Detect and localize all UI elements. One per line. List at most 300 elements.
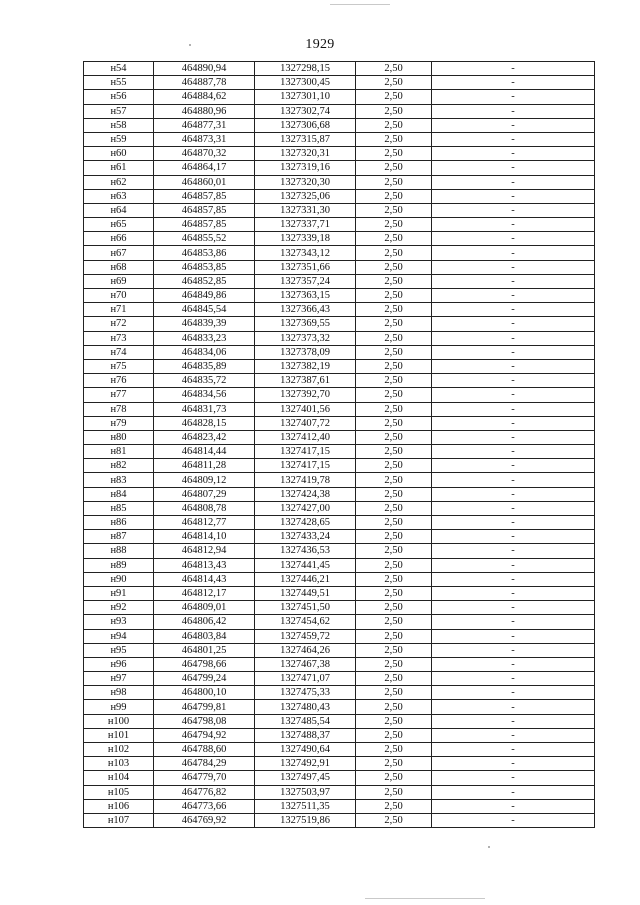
note-cell: - [432,657,595,671]
accuracy-cell: 2,50 [356,757,432,771]
table-row [84,686,595,700]
note-cell: - [432,445,595,459]
point-name-cell: н90 [84,572,154,586]
note-cell: - [432,331,595,345]
y-coordinate-cell: 1327392,70 [255,388,356,402]
accuracy-cell: 2,50 [356,62,432,76]
y-coordinate-cell: 1327459,72 [255,629,356,643]
point-name-cell: н83 [84,473,154,487]
point-name-cell: н60 [84,147,154,161]
accuracy-cell: 2,50 [356,416,432,430]
point-name-cell: н107 [84,813,154,827]
accuracy-cell: 2,50 [356,572,432,586]
table-row [84,402,595,416]
table-row [84,728,595,742]
y-coordinate-cell: 1327449,51 [255,586,356,600]
table-row [84,615,595,629]
accuracy-cell: 2,50 [356,260,432,274]
table-row [84,700,595,714]
y-coordinate-cell: 1327412,40 [255,430,356,444]
point-name-cell: н69 [84,274,154,288]
point-name-cell: н64 [84,203,154,217]
y-coordinate-cell: 1327363,15 [255,289,356,303]
x-coordinate-cell: 464812,77 [154,516,255,530]
y-coordinate-cell: 1327427,00 [255,501,356,515]
x-coordinate-cell: 464799,24 [154,672,255,686]
y-coordinate-cell: 1327475,33 [255,686,356,700]
accuracy-cell: 2,50 [356,714,432,728]
table-row [84,743,595,757]
accuracy-cell: 2,50 [356,132,432,146]
point-name-cell: н95 [84,643,154,657]
x-coordinate-cell: 464814,44 [154,445,255,459]
point-name-cell: н100 [84,714,154,728]
accuracy-cell: 2,50 [356,459,432,473]
accuracy-cell: 2,50 [356,118,432,132]
table-row [84,175,595,189]
x-coordinate-cell: 464806,42 [154,615,255,629]
point-name-cell: н97 [84,672,154,686]
accuracy-cell: 2,50 [356,402,432,416]
table-row [84,785,595,799]
accuracy-cell: 2,50 [356,771,432,785]
x-coordinate-cell: 464834,06 [154,345,255,359]
x-coordinate-cell: 464860,01 [154,175,255,189]
x-coordinate-cell: 464811,28 [154,459,255,473]
table-row [84,274,595,288]
table-row [84,232,595,246]
y-coordinate-cell: 1327488,37 [255,728,356,742]
point-name-cell: н102 [84,743,154,757]
point-name-cell: н75 [84,359,154,373]
accuracy-cell: 2,50 [356,615,432,629]
accuracy-cell: 2,50 [356,246,432,260]
y-coordinate-cell: 1327511,35 [255,799,356,813]
accuracy-cell: 2,50 [356,501,432,515]
y-coordinate-cell: 1327467,38 [255,657,356,671]
x-coordinate-cell: 464812,94 [154,544,255,558]
scan-edge-line-top [330,4,390,5]
accuracy-cell: 2,50 [356,813,432,827]
table-row [84,161,595,175]
note-cell: - [432,62,595,76]
note-cell: - [432,147,595,161]
x-coordinate-cell: 464808,78 [154,501,255,515]
x-coordinate-cell: 464807,29 [154,487,255,501]
x-coordinate-cell: 464823,42 [154,430,255,444]
note-cell: - [432,359,595,373]
x-coordinate-cell: 464814,43 [154,572,255,586]
point-name-cell: н79 [84,416,154,430]
accuracy-cell: 2,50 [356,530,432,544]
y-coordinate-cell: 1327407,72 [255,416,356,430]
table-row [84,459,595,473]
table-row [84,104,595,118]
table-row [84,90,595,104]
table-row [84,189,595,203]
x-coordinate-cell: 464788,60 [154,743,255,757]
y-coordinate-cell: 1327503,97 [255,785,356,799]
x-coordinate-cell: 464776,82 [154,785,255,799]
y-coordinate-cell: 1327351,66 [255,260,356,274]
point-name-cell: н58 [84,118,154,132]
point-name-cell: н61 [84,161,154,175]
accuracy-cell: 2,50 [356,586,432,600]
x-coordinate-cell: 464864,17 [154,161,255,175]
accuracy-cell: 2,50 [356,359,432,373]
table-row [84,757,595,771]
x-coordinate-cell: 464887,78 [154,76,255,90]
point-name-cell: н86 [84,516,154,530]
note-cell: - [432,161,595,175]
y-coordinate-cell: 1327337,71 [255,218,356,232]
accuracy-cell: 2,50 [356,785,432,799]
point-name-cell: н99 [84,700,154,714]
accuracy-cell: 2,50 [356,388,432,402]
x-coordinate-cell: 464833,23 [154,331,255,345]
point-name-cell: н72 [84,317,154,331]
x-coordinate-cell: 464798,08 [154,714,255,728]
x-coordinate-cell: 464880,96 [154,104,255,118]
point-name-cell: н77 [84,388,154,402]
note-cell: - [432,289,595,303]
accuracy-cell: 2,50 [356,473,432,487]
scan-speck [488,846,490,848]
table-row [84,132,595,146]
point-name-cell: н96 [84,657,154,671]
table-row [84,359,595,373]
point-name-cell: н87 [84,530,154,544]
note-cell: - [432,118,595,132]
y-coordinate-cell: 1327320,31 [255,147,356,161]
point-name-cell: н76 [84,374,154,388]
accuracy-cell: 2,50 [356,601,432,615]
y-coordinate-cell: 1327315,87 [255,132,356,146]
table-row [84,813,595,827]
accuracy-cell: 2,50 [356,104,432,118]
note-cell: - [432,430,595,444]
point-name-cell: н66 [84,232,154,246]
x-coordinate-cell: 464809,01 [154,601,255,615]
y-coordinate-cell: 1327492,91 [255,757,356,771]
y-coordinate-cell: 1327378,09 [255,345,356,359]
note-cell: - [432,416,595,430]
accuracy-cell: 2,50 [356,728,432,742]
note-cell: - [432,501,595,515]
accuracy-cell: 2,50 [356,445,432,459]
accuracy-cell: 2,50 [356,175,432,189]
note-cell: - [432,317,595,331]
x-coordinate-cell: 464814,10 [154,530,255,544]
x-coordinate-cell: 464784,29 [154,757,255,771]
table-row [84,601,595,615]
point-name-cell: н103 [84,757,154,771]
table-row [84,260,595,274]
table-row [84,445,595,459]
y-coordinate-cell: 1327433,24 [255,530,356,544]
y-coordinate-cell: 1327441,45 [255,558,356,572]
table-row [84,771,595,785]
table-row [84,203,595,217]
y-coordinate-cell: 1327298,15 [255,62,356,76]
accuracy-cell: 2,50 [356,147,432,161]
note-cell: - [432,388,595,402]
accuracy-cell: 2,50 [356,331,432,345]
x-coordinate-cell: 464799,81 [154,700,255,714]
x-coordinate-cell: 464845,54 [154,303,255,317]
note-cell: - [432,558,595,572]
table-row [84,317,595,331]
y-coordinate-cell: 1327373,32 [255,331,356,345]
note-cell: - [432,402,595,416]
note-cell: - [432,232,595,246]
table-row [84,487,595,501]
note-cell: - [432,799,595,813]
note-cell: - [432,374,595,388]
y-coordinate-cell: 1327300,45 [255,76,356,90]
table-row [84,516,595,530]
coordinates-table [83,61,595,828]
y-coordinate-cell: 1327339,18 [255,232,356,246]
accuracy-cell: 2,50 [356,374,432,388]
table-row [84,345,595,359]
y-coordinate-cell: 1327401,56 [255,402,356,416]
accuracy-cell: 2,50 [356,558,432,572]
note-cell: - [432,530,595,544]
accuracy-cell: 2,50 [356,544,432,558]
point-name-cell: н92 [84,601,154,615]
note-cell: - [432,757,595,771]
point-name-cell: н55 [84,76,154,90]
x-coordinate-cell: 464779,70 [154,771,255,785]
accuracy-cell: 2,50 [356,516,432,530]
point-name-cell: н80 [84,430,154,444]
table-row [84,586,595,600]
point-name-cell: н63 [84,189,154,203]
x-coordinate-cell: 464801,25 [154,643,255,657]
y-coordinate-cell: 1327519,86 [255,813,356,827]
note-cell: - [432,218,595,232]
y-coordinate-cell: 1327451,50 [255,601,356,615]
accuracy-cell: 2,50 [356,799,432,813]
x-coordinate-cell: 464890,94 [154,62,255,76]
y-coordinate-cell: 1327490,64 [255,743,356,757]
y-coordinate-cell: 1327417,15 [255,445,356,459]
accuracy-cell: 2,50 [356,274,432,288]
accuracy-cell: 2,50 [356,345,432,359]
point-name-cell: н65 [84,218,154,232]
note-cell: - [432,572,595,586]
x-coordinate-cell: 464813,43 [154,558,255,572]
point-name-cell: н62 [84,175,154,189]
accuracy-cell: 2,50 [356,672,432,686]
accuracy-cell: 2,50 [356,161,432,175]
note-cell: - [432,345,595,359]
note-cell: - [432,629,595,643]
x-coordinate-cell: 464852,85 [154,274,255,288]
point-name-cell: н85 [84,501,154,515]
page-number: 1929 [305,37,335,52]
x-coordinate-cell: 464798,66 [154,657,255,671]
note-cell: - [432,90,595,104]
y-coordinate-cell: 1327464,26 [255,643,356,657]
table-row [84,303,595,317]
accuracy-cell: 2,50 [356,218,432,232]
table-row [84,147,595,161]
x-coordinate-cell: 464857,85 [154,218,255,232]
table-row [84,643,595,657]
note-cell: - [432,473,595,487]
table-row [84,558,595,572]
point-name-cell: н104 [84,771,154,785]
note-cell: - [432,260,595,274]
table-row [84,118,595,132]
note-cell: - [432,175,595,189]
x-coordinate-cell: 464834,56 [154,388,255,402]
y-coordinate-cell: 1327369,55 [255,317,356,331]
note-cell: - [432,544,595,558]
x-coordinate-cell: 464853,86 [154,246,255,260]
accuracy-cell: 2,50 [356,289,432,303]
table-row [84,530,595,544]
x-coordinate-cell: 464857,85 [154,203,255,217]
note-cell: - [432,246,595,260]
point-name-cell: н68 [84,260,154,274]
table-row [84,388,595,402]
point-name-cell: н74 [84,345,154,359]
x-coordinate-cell: 464794,92 [154,728,255,742]
note-cell: - [432,459,595,473]
point-name-cell: н59 [84,132,154,146]
x-coordinate-cell: 464800,10 [154,686,255,700]
x-coordinate-cell: 464870,32 [154,147,255,161]
y-coordinate-cell: 1327480,43 [255,700,356,714]
point-name-cell: н88 [84,544,154,558]
x-coordinate-cell: 464835,72 [154,374,255,388]
x-coordinate-cell: 464855,52 [154,232,255,246]
accuracy-cell: 2,50 [356,303,432,317]
table-row [84,331,595,345]
y-coordinate-cell: 1327343,12 [255,246,356,260]
y-coordinate-cell: 1327428,65 [255,516,356,530]
note-cell: - [432,771,595,785]
x-coordinate-cell: 464849,86 [154,289,255,303]
y-coordinate-cell: 1327424,38 [255,487,356,501]
table-row [84,629,595,643]
point-name-cell: н106 [84,799,154,813]
accuracy-cell: 2,50 [356,203,432,217]
y-coordinate-cell: 1327417,15 [255,459,356,473]
y-coordinate-cell: 1327357,24 [255,274,356,288]
table-row [84,430,595,444]
note-cell: - [432,743,595,757]
table-row [84,374,595,388]
y-coordinate-cell: 1327320,30 [255,175,356,189]
note-cell: - [432,714,595,728]
table-row [84,657,595,671]
note-cell: - [432,104,595,118]
accuracy-cell: 2,50 [356,487,432,501]
x-coordinate-cell: 464769,92 [154,813,255,827]
table-row [84,416,595,430]
note-cell: - [432,203,595,217]
y-coordinate-cell: 1327382,19 [255,359,356,373]
accuracy-cell: 2,50 [356,189,432,203]
accuracy-cell: 2,50 [356,76,432,90]
coordinates-table-body [84,62,595,828]
table-row [84,76,595,90]
table-row [84,799,595,813]
note-cell: - [432,785,595,799]
note-cell: - [432,516,595,530]
note-cell: - [432,189,595,203]
note-cell: - [432,76,595,90]
accuracy-cell: 2,50 [356,317,432,331]
accuracy-cell: 2,50 [356,430,432,444]
y-coordinate-cell: 1327302,74 [255,104,356,118]
x-coordinate-cell: 464839,39 [154,317,255,331]
point-name-cell: н54 [84,62,154,76]
x-coordinate-cell: 464831,73 [154,402,255,416]
y-coordinate-cell: 1327446,21 [255,572,356,586]
table-row [84,62,595,76]
accuracy-cell: 2,50 [356,686,432,700]
x-coordinate-cell: 464853,85 [154,260,255,274]
point-name-cell: н67 [84,246,154,260]
y-coordinate-cell: 1327319,16 [255,161,356,175]
accuracy-cell: 2,50 [356,90,432,104]
accuracy-cell: 2,50 [356,629,432,643]
note-cell: - [432,615,595,629]
note-cell: - [432,487,595,501]
x-coordinate-cell: 464835,89 [154,359,255,373]
y-coordinate-cell: 1327471,07 [255,672,356,686]
x-coordinate-cell: 464873,31 [154,132,255,146]
y-coordinate-cell: 1327325,06 [255,189,356,203]
table-row [84,544,595,558]
x-coordinate-cell: 464773,66 [154,799,255,813]
x-coordinate-cell: 464812,17 [154,586,255,600]
note-cell: - [432,132,595,146]
y-coordinate-cell: 1327497,45 [255,771,356,785]
point-name-cell: н84 [84,487,154,501]
x-coordinate-cell: 464884,62 [154,90,255,104]
point-name-cell: н73 [84,331,154,345]
table-row [84,246,595,260]
point-name-cell: н81 [84,445,154,459]
note-cell: - [432,672,595,686]
accuracy-cell: 2,50 [356,232,432,246]
point-name-cell: н71 [84,303,154,317]
point-name-cell: н57 [84,104,154,118]
y-coordinate-cell: 1327485,54 [255,714,356,728]
table-row [84,501,595,515]
y-coordinate-cell: 1327436,53 [255,544,356,558]
y-coordinate-cell: 1327306,68 [255,118,356,132]
y-coordinate-cell: 1327366,43 [255,303,356,317]
y-coordinate-cell: 1327387,61 [255,374,356,388]
note-cell: - [432,586,595,600]
note-cell: - [432,728,595,742]
note-cell: - [432,274,595,288]
table-row [84,289,595,303]
y-coordinate-cell: 1327419,78 [255,473,356,487]
table-row [84,572,595,586]
table-row [84,218,595,232]
y-coordinate-cell: 1327454,62 [255,615,356,629]
note-cell: - [432,686,595,700]
point-name-cell: н70 [84,289,154,303]
